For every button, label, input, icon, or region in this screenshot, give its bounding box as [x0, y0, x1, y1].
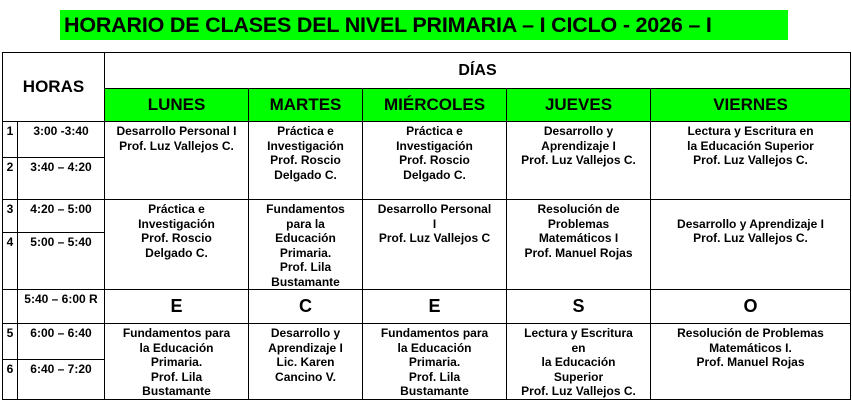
header-row	[3, 53, 851, 89]
class-cell	[363, 122, 507, 200]
class-line: Lic. Karen	[276, 355, 335, 369]
class-line: Delgado C.	[274, 167, 337, 182]
class-line: Aprendizaje I	[268, 340, 343, 355]
class-line: Investigación	[396, 138, 473, 153]
class-line: Prof. Luz Vallejos C.	[521, 384, 636, 398]
class-line: Práctica e	[277, 124, 334, 138]
period-row	[3, 200, 851, 233]
period-number: 5	[3, 324, 18, 360]
class-line: Delgado C.	[403, 167, 466, 182]
day-header: MARTES	[249, 89, 363, 122]
class-line: Prof. Manuel Rojas	[696, 355, 805, 369]
class-line: Prof. Manuel Rojas	[524, 245, 633, 260]
recess-letter: O	[651, 290, 851, 324]
class-line: en	[571, 340, 586, 355]
class-cell	[507, 324, 651, 400]
dias-header: DÍAS	[105, 53, 851, 89]
recess-letter: S	[507, 290, 651, 324]
period-number: 4	[3, 233, 18, 290]
class-line: Lectura y Escritura en	[687, 124, 814, 138]
class-line: Fundamentos para	[380, 326, 489, 340]
period-time: 6:40 – 7:20	[18, 360, 105, 400]
class-line: Prof. Luz Vallejos C	[378, 231, 491, 245]
class-line: Prof. Lila	[408, 369, 461, 384]
class-cell	[651, 324, 851, 400]
class-cell	[249, 122, 363, 200]
period-number: 1	[3, 122, 18, 158]
class-line: Lectura y Escritura	[524, 326, 633, 340]
period-number: 3	[3, 200, 18, 233]
horas-header: HORAS	[3, 53, 105, 122]
class-line: la Educación	[397, 340, 472, 355]
class-line: I	[432, 216, 437, 231]
recess-letter: E	[105, 290, 249, 324]
class-line	[651, 202, 850, 217]
period-time: 3:00 -3:40	[18, 122, 105, 158]
period-row	[3, 324, 851, 360]
class-line: Prof. Lila	[279, 260, 332, 274]
class-line: Desarrollo y	[270, 326, 341, 340]
class-cell	[105, 200, 249, 290]
class-cell	[507, 200, 651, 290]
recess-letter: C	[249, 290, 363, 324]
class-line: Matemáticos I.	[709, 340, 792, 355]
period-time: 3:40 – 4:20	[18, 158, 105, 200]
class-cell	[651, 122, 851, 200]
class-cell	[363, 200, 507, 290]
day-header: JUEVES	[507, 89, 651, 122]
period-time: 5:00 – 5:40	[18, 233, 105, 290]
class-line: la Educación	[541, 355, 616, 369]
period-number: 6	[3, 360, 18, 400]
class-line: Educación	[275, 231, 336, 245]
class-line: Bustamante	[400, 384, 469, 398]
class-line: Práctica e	[406, 124, 463, 138]
class-line: Prof. Luz Vallejos C.	[693, 153, 808, 167]
class-cell	[507, 122, 651, 200]
class-cell	[105, 122, 249, 200]
class-line: Desarrollo Personal I	[116, 124, 237, 138]
class-line: Prof. Roscio	[270, 153, 341, 167]
period-time: 6:00 – 6:40	[18, 324, 105, 360]
recess-row	[3, 290, 851, 324]
class-line: Práctica e	[148, 202, 205, 216]
day-header: MIÉRCOLES	[363, 89, 507, 122]
period-time: 4:20 – 5:00	[18, 200, 105, 233]
class-line: Fundamentos	[266, 202, 345, 216]
period-time: 5:40 – 6:00 R	[18, 290, 105, 324]
day-header: VIERNES	[651, 89, 851, 122]
class-line: Prof. Luz Vallejos C.	[693, 231, 808, 245]
class-cell	[249, 324, 363, 400]
class-line: Prof. Roscio	[141, 231, 212, 245]
class-cell	[105, 324, 249, 400]
page-title: HORARIO DE CLASES DEL NIVEL PRIMARIA – I CICLO - 2026 – I	[60, 10, 788, 40]
class-line: Bustamante	[142, 384, 211, 398]
class-line: la Educación	[139, 340, 214, 355]
class-line: Investigación	[138, 216, 215, 231]
class-line: Matemáticos I	[538, 231, 619, 245]
class-line: Aprendizaje I	[541, 138, 616, 153]
period-number: 2	[3, 158, 18, 200]
class-line: Primaria.	[150, 355, 203, 369]
recess-letter: E	[363, 290, 507, 324]
class-line: Fundamentos para	[122, 326, 231, 340]
day-header: LUNES	[105, 89, 249, 122]
class-cell	[249, 200, 363, 290]
class-line: la Educación Superior	[687, 138, 814, 153]
class-cell	[651, 200, 851, 290]
class-line: Delgado C.	[145, 245, 208, 260]
period-row	[3, 122, 851, 158]
class-line: Primaria.	[279, 245, 332, 260]
schedule-table	[2, 52, 851, 400]
period-number	[3, 290, 18, 324]
class-line: Cancino V.	[275, 369, 336, 384]
class-line: Resolución de Problemas	[677, 326, 824, 340]
class-line: para la	[286, 216, 325, 231]
class-line: Bustamante	[271, 274, 340, 289]
class-line: Prof. Roscio	[399, 153, 470, 167]
class-line: Prof. Luz Vallejos C.	[521, 153, 636, 167]
class-line: Problemas	[547, 216, 610, 231]
title-area	[0, 0, 852, 50]
class-line: Prof. Lila	[150, 369, 203, 384]
class-line: Superior	[553, 369, 604, 384]
class-cell	[363, 324, 507, 400]
class-line: Desarrollo y Aprendizaje I	[677, 216, 824, 231]
class-line: Desarrollo y	[543, 124, 614, 138]
class-line: Investigación	[267, 138, 344, 153]
class-line: Primaria.	[408, 355, 461, 369]
class-line: Desarrollo Personal	[377, 202, 492, 216]
class-line: Prof. Luz Vallejos C.	[119, 138, 234, 153]
days-row	[3, 89, 851, 122]
class-line: Resolución de	[537, 202, 620, 216]
